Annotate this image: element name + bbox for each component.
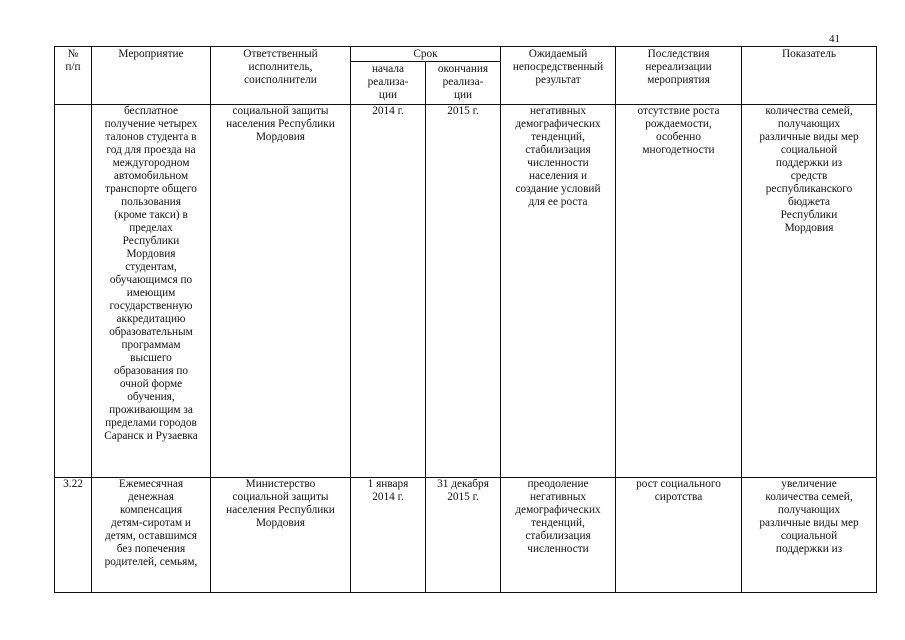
row-expected: негативных демографических тенденций, стабилизация численности населения и создание условий для ее роста bbox=[501, 105, 616, 478]
row-consequences: отсутствие роста рождаемости, особенно многодетности bbox=[616, 105, 742, 478]
header-consequences: Последствия нереализации мероприятия bbox=[616, 47, 742, 105]
row-responsible: Министерство социальной защиты населения Республики Мордовия bbox=[211, 478, 351, 593]
row-end: 31 декабря 2015 г. bbox=[426, 478, 501, 593]
header-measure: Мероприятие bbox=[92, 47, 211, 105]
row-responsible: социальной защиты населения Республики Мордовия bbox=[211, 105, 351, 478]
header-indicator: Показатель bbox=[742, 47, 877, 105]
header-term: Срок bbox=[351, 47, 501, 62]
row-indicator: количества семей, получающих различные виды мер социальной поддержки из средств республиканского бюджета Республики Мордовия bbox=[742, 105, 877, 478]
row-start: 1 января 2014 г. bbox=[351, 478, 426, 593]
header-responsible: Ответственный исполнитель, соисполнители bbox=[211, 47, 351, 105]
row-num bbox=[55, 105, 92, 478]
header-term-end: окончания реализа- ции bbox=[426, 62, 501, 105]
header-num: № п/п bbox=[55, 47, 92, 105]
table-row bbox=[55, 478, 877, 593]
page-number: 41 bbox=[829, 33, 840, 45]
header-expected: Ожидаемый непосредственный результат bbox=[501, 47, 616, 105]
measures-table bbox=[54, 46, 877, 593]
row-start: 2014 г. bbox=[351, 105, 426, 478]
row-measure: Ежемесячная денежная компенсация детям-сиротам и детям, оставшимся без попечения родителей, семьям, bbox=[92, 478, 211, 593]
table-row bbox=[55, 105, 877, 478]
row-consequences: рост социального сиротства bbox=[616, 478, 742, 593]
row-expected: преодоление негативных демографических тенденций, стабилизация численности bbox=[501, 478, 616, 593]
header-term-start: начала реализа- ции bbox=[351, 62, 426, 105]
header-row bbox=[55, 47, 877, 62]
row-indicator: увеличение количества семей, получающих различные виды мер социальной поддержки из bbox=[742, 478, 877, 593]
row-measure: бесплатное получение четырех талонов студента в год для проезда на междугородном автомобильном транспорте общего пользования (кроме такси) в пределах Республики Мордовия студентам, обучающимся по имеющим государственную аккредитацию образовательным программам высшего образования по очной форме обучения, проживающим за пределами городов Саранск и Рузаевка bbox=[92, 105, 211, 478]
row-end: 2015 г. bbox=[426, 105, 501, 478]
row-num: 3.22 bbox=[55, 478, 92, 593]
